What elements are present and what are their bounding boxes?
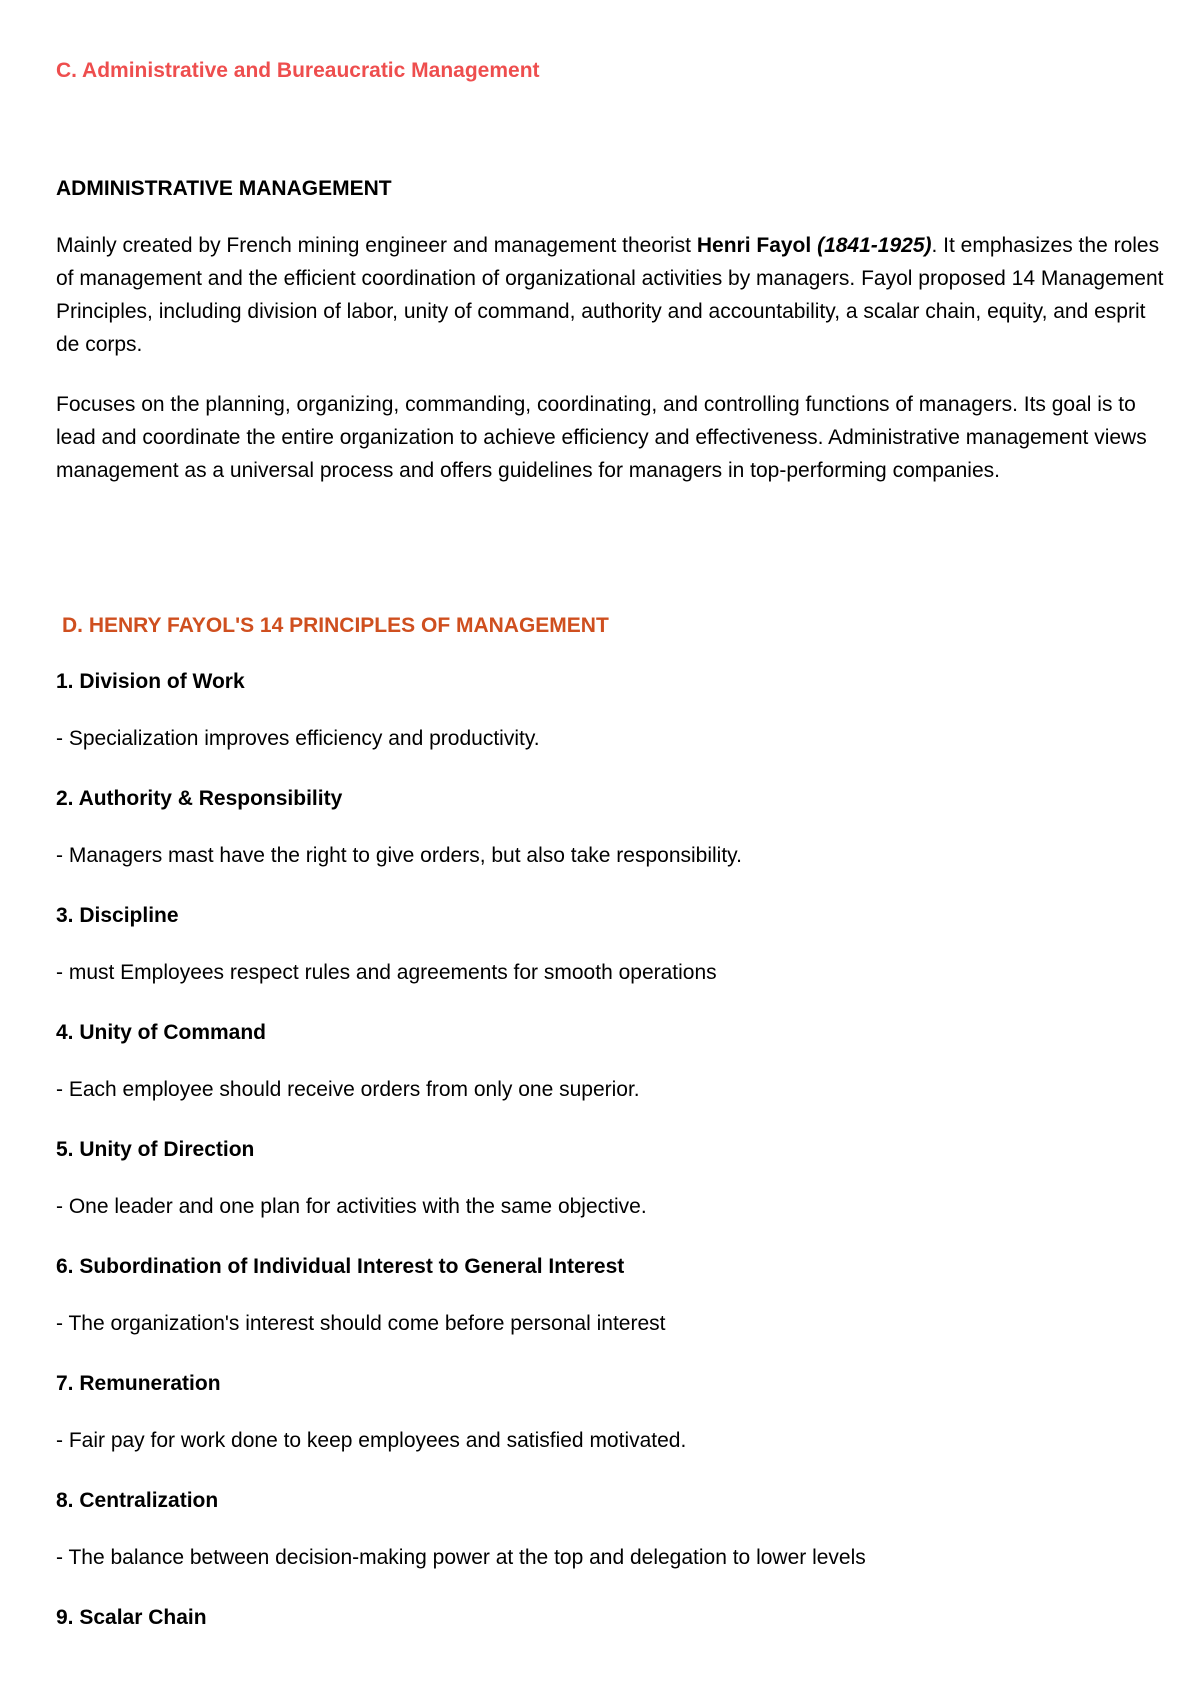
principle-title: 6. Subordination of Individual Interest to General Interest (56, 1255, 625, 1278)
principle-description: - The organization's interest should come before personal interest (56, 1312, 666, 1335)
principle-description: - Managers mast have the right to give orders, but also take responsibility. (56, 844, 742, 867)
principle-title: 8. Centralization (56, 1489, 219, 1512)
administrative-focus-paragraph: Focuses on the planning, organizing, commanding, coordinating, and controlling functions of managers. Its goal is to lead and coordinate the entire organization to achieve efficiency and effectiveness. Administrative management views management as a universal process and offers guidelines for managers in top-performing companies. (56, 393, 1147, 482)
para1-rest-text: . It emphasizes the roles of management and the efficient coordination of organizational activities by managers. Fayol proposed 14 Management Principles, including division of labor, unity of command, authority and accountability, a scalar chain, equity, and esprit de corps. (56, 234, 1164, 356)
principle-description: - Each employee should receive orders from only one superior. (56, 1078, 640, 1101)
principle-description: - Fair pay for work done to keep employees and satisfied motivated. (56, 1429, 687, 1452)
principle-description: - The balance between decision-making power at the top and delegation to lower levels (56, 1546, 866, 1569)
fayol-years: (1841-1925) (817, 234, 932, 257)
principle-title: 5. Unity of Direction (56, 1138, 255, 1161)
principle-description: - One leader and one plan for activities with the same objective. (56, 1195, 647, 1218)
principle-title: 7. Remuneration (56, 1372, 221, 1395)
section-d-heading: D. HENRY FAYOL'S 14 PRINCIPLES OF MANAGEMENT (62, 614, 609, 637)
principle-title: 3. Discipline (56, 904, 179, 927)
principle-title: 1. Division of Work (56, 670, 245, 693)
principle-description: - Specialization improves efficiency and productivity. (56, 727, 540, 750)
principle-title: 4. Unity of Command (56, 1021, 267, 1044)
fayol-name: Henri Fayol (696, 234, 812, 257)
principle-title: 2. Authority & Responsibility (56, 787, 343, 810)
para1-lead-text: Mainly created by French mining engineer and management theorist (56, 234, 697, 257)
administrative-management-heading: ADMINISTRATIVE MANAGEMENT (56, 177, 392, 200)
administrative-intro-paragraph (56, 229, 1166, 361)
principle-title: 9. Scalar Chain (56, 1606, 207, 1629)
section-c-heading: C. Administrative and Bureaucratic Management (56, 59, 540, 82)
principle-description: - must Employees respect rules and agreements for smooth operations (56, 961, 717, 984)
